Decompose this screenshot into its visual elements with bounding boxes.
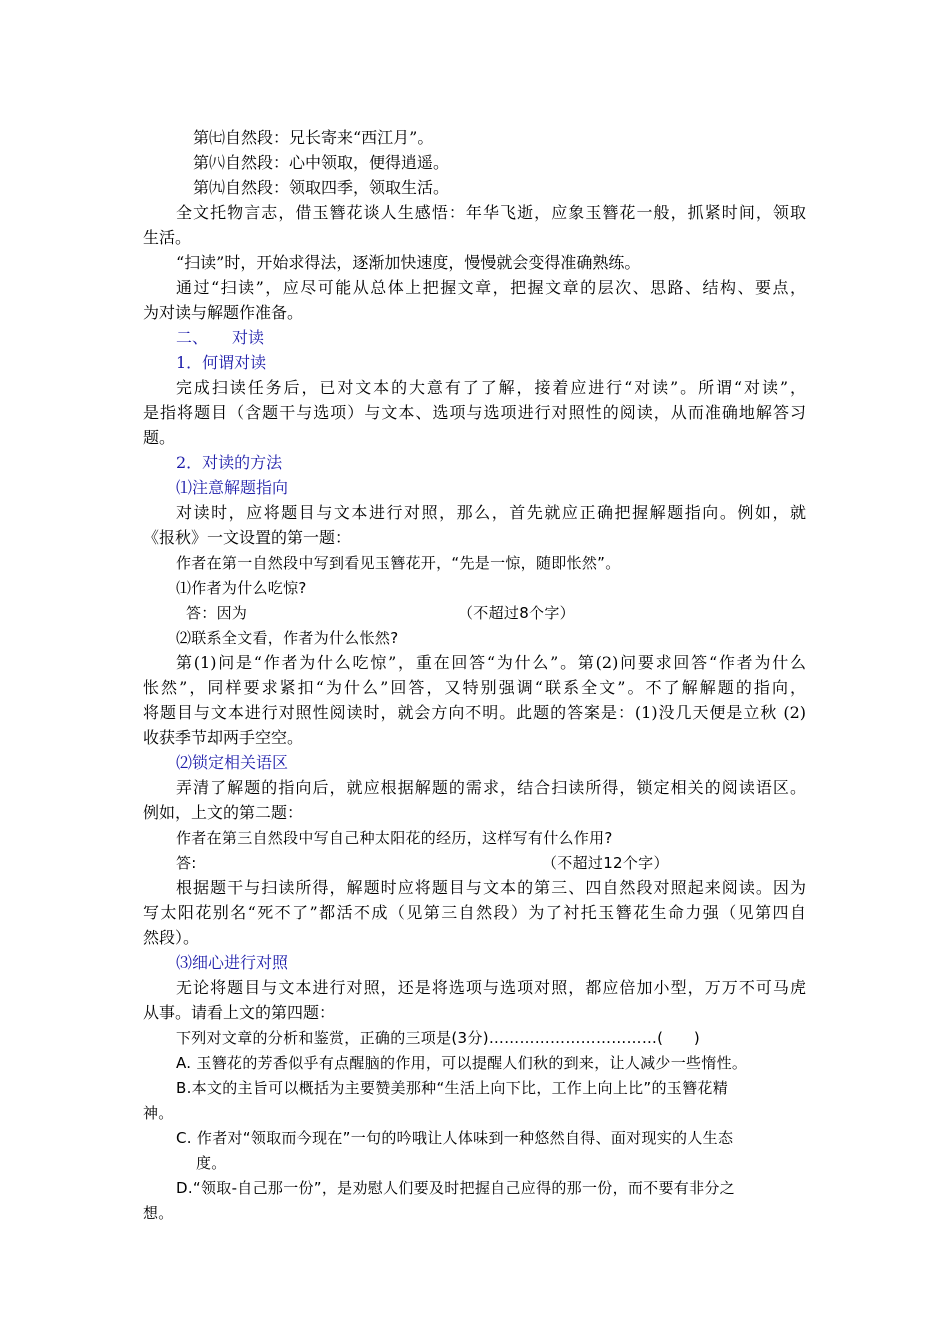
answer-line: 答: xyxy=(176,854,197,872)
question-line: ⑴作者为什么吃惊? xyxy=(176,579,307,597)
option-d-cont: 想。 xyxy=(143,1204,174,1222)
text-line: 第㈦自然段：兄长寄来“西江月”。 xyxy=(193,128,434,147)
text-line: 是指将题目（含题干与选项）与文本、选项与选项进行对照性的阅读，从而准确地解答习 xyxy=(143,403,806,422)
text-line: 第(1)问是“作者为什么吃惊”，重在回答“为什么”。第(2)问要求回答“作者为什么 xyxy=(176,653,806,672)
subsection-heading: 1．何谓对读 xyxy=(176,353,267,372)
text-line: 将题目与文本进行对照性阅读时，就会方向不明。此题的答案是：(1)没几天便是立秋 (2) xyxy=(143,703,806,722)
question-line: 作者在第一自然段中写到看见玉簪花开，“先是一惊，随即怅然”。 xyxy=(176,554,621,572)
text-line: 第㈧自然段：心中领取，便得逍遥。 xyxy=(193,153,450,172)
answer-line: 答：因为 xyxy=(186,604,248,622)
text-line: 《报秋》一文设置的第一题： xyxy=(143,528,352,547)
text-line: 完成扫读任务后，已对文本的大意有了了解，接着应进行“对读”。所谓“对读”， xyxy=(176,378,806,397)
text-line: 例如，上文的第二题： xyxy=(143,803,304,822)
text-line: 怅然”，同样要求紧扣“为什么”回答，又特别强调“联系全文”。不了解解题的指向， xyxy=(143,678,806,697)
text-line: 然段）。 xyxy=(143,928,200,947)
question-line: 作者在第三自然段中写自己种太阳花的经历，这样写有什么作用? xyxy=(176,829,613,847)
option-c-cont: 度。 xyxy=(196,1154,227,1172)
option-a: A. 玉簪花的芳香似乎有点醒脑的作用，可以提醒人们秋的到来，让人减少一些惰性。 xyxy=(176,1054,748,1072)
text-line: 无论将题目与文本进行对照，还是将选项与选项对照，都应倍加小型，万万不可马虎 xyxy=(176,978,806,997)
text-line: 对读时，应将题目与文本进行对照，那么，首先就应正确把握解题指向。例如，就 xyxy=(176,503,806,522)
text-line: 第㈨自然段：领取四季，领取生活。 xyxy=(193,178,450,197)
text-line: 收获季节却两手空空。 xyxy=(143,728,304,747)
question-line: 下列对文章的分析和鉴赏，正确的三项是(3分)……………………………( ) xyxy=(176,1029,701,1047)
subsection-heading: ⑴注意解题指向 xyxy=(176,478,289,497)
question-line: ⑵联系全文看，作者为什么怅然? xyxy=(176,629,399,647)
option-b-cont: 神。 xyxy=(143,1104,174,1122)
text-line: 题。 xyxy=(143,428,176,447)
answer-limit: （不超过12个字） xyxy=(542,854,669,872)
option-b: B.本文的主旨可以概括为主要赞美那种“生活上向下比，工作上向上比”的玉簪花精 xyxy=(176,1079,729,1097)
text-line: 写太阳花别名“死不了”都活不成（见第三自然段）为了衬托玉簪花生命力强（见第四自 xyxy=(143,903,806,922)
text-line: 生活。 xyxy=(143,228,192,247)
text-line: 弄清了解题的指向后，就应根据解题的需求，结合扫读所得，锁定相关的阅读语区。 xyxy=(176,778,806,797)
text-line: 根据题干与扫读所得，解题时应将题目与文本的第三、四自然段对照起来阅读。因为 xyxy=(176,878,806,897)
subsection-heading: ⑵锁定相关语区 xyxy=(176,753,289,772)
text-line: “扫读”时，开始求得法，逐渐加快速度，慢慢就会变得准确熟练。 xyxy=(176,253,641,272)
section-heading: 二、 对读 xyxy=(176,328,265,347)
subsection-heading: ⑶细心进行对照 xyxy=(176,953,289,972)
subsection-heading: 2．对读的方法 xyxy=(176,453,283,472)
text-line: 通过“扫读”，应尽可能从总体上把握文章，把握文章的层次、思路、结构、要点， xyxy=(176,278,806,297)
option-d: D.“领取-自己那一份”，是劝慰人们要及时把握自己应得的那一份，而不要有非分之 xyxy=(176,1179,735,1197)
text-line: 为对读与解题作准备。 xyxy=(143,303,304,322)
answer-limit: （不超过8个字） xyxy=(458,604,575,622)
option-c: C. 作者对“领取而今现在”一句的吟哦让人体味到一种悠然自得、面对现实的人生态 xyxy=(176,1129,734,1147)
text-line: 从事。请看上文的第四题： xyxy=(143,1003,336,1022)
text-line: 全文托物言志，借玉簪花谈人生感悟：年华飞逝，应象玉簪花一般，抓紧时间，领取 xyxy=(176,203,806,222)
